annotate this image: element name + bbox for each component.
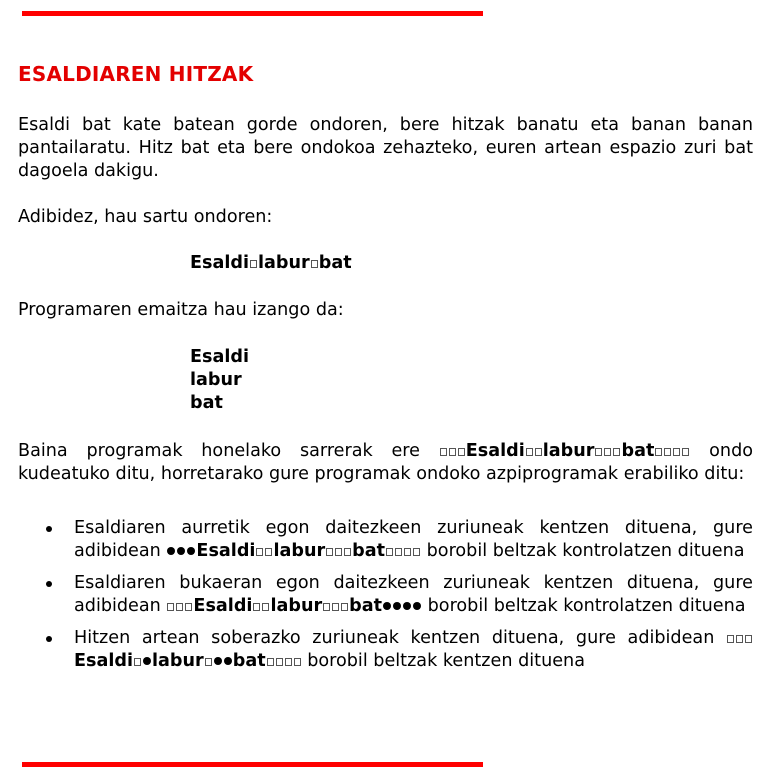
list-item-text bbox=[74, 627, 753, 673]
space-marker-icon bbox=[655, 448, 662, 456]
space-marker-icon bbox=[262, 603, 269, 611]
space-marker-icon bbox=[386, 548, 393, 556]
example-word: Esaldi bbox=[74, 651, 134, 671]
example-word: bat bbox=[232, 651, 266, 671]
space-marker-icon bbox=[395, 548, 402, 556]
space-marker-icon bbox=[613, 448, 620, 456]
but-paragraph bbox=[18, 440, 753, 486]
black-dot-icon bbox=[383, 602, 391, 610]
space-marker-icon bbox=[458, 448, 465, 456]
example-word: labur bbox=[152, 651, 204, 671]
space-marker-icon bbox=[256, 548, 263, 556]
output-line: labur bbox=[190, 370, 242, 390]
space-marker-icon bbox=[664, 448, 671, 456]
space-marker-icon bbox=[326, 548, 333, 556]
item-text-after: borobil beltzak kontrolatzen dituena bbox=[427, 596, 746, 616]
example-word: Esaldi bbox=[193, 596, 253, 616]
result-label: Programaren emaitza hau izango da: bbox=[18, 300, 344, 320]
subprogram-list bbox=[18, 517, 753, 682]
example-word: Esaldi bbox=[196, 541, 256, 561]
space-marker-icon bbox=[323, 603, 330, 611]
black-dot-icon bbox=[413, 602, 421, 610]
example-label: Adibidez, hau sartu ondoren: bbox=[18, 207, 273, 227]
bullet-icon bbox=[46, 636, 52, 642]
output-line: Esaldi bbox=[190, 347, 250, 367]
space-marker-icon bbox=[253, 603, 260, 611]
black-dot-icon bbox=[143, 657, 151, 665]
space-marker-icon bbox=[682, 448, 689, 456]
space-marker-icon bbox=[673, 448, 680, 456]
space-marker-icon bbox=[167, 603, 174, 611]
space-marker-icon bbox=[745, 635, 752, 643]
space-marker-icon bbox=[413, 548, 420, 556]
space-marker-icon bbox=[440, 448, 447, 456]
example-word: labur bbox=[542, 441, 595, 461]
space-marker-icon bbox=[404, 548, 411, 556]
output-line: bat bbox=[190, 393, 223, 413]
top-red-rule bbox=[22, 11, 483, 16]
example-word: labur bbox=[270, 596, 323, 616]
bottom-red-rule bbox=[22, 762, 483, 767]
black-dot-icon bbox=[403, 602, 411, 610]
space-marker-icon bbox=[341, 603, 348, 611]
example-input bbox=[190, 252, 352, 275]
list-item bbox=[18, 627, 753, 673]
space-marker-icon bbox=[205, 658, 212, 666]
black-dot-icon bbox=[224, 657, 232, 665]
space-marker-icon bbox=[344, 548, 351, 556]
black-dot-icon bbox=[167, 547, 175, 555]
example-word: bat bbox=[349, 596, 383, 616]
but-text-after: ondo kudeatuko ditu, horretarako gure programak ondoko azpiprogramak erabiliko ditu: bbox=[18, 441, 754, 484]
space-marker-icon bbox=[276, 658, 283, 666]
item-text-after: borobil beltzak kontrolatzen dituena bbox=[426, 541, 745, 561]
black-dot-icon bbox=[187, 547, 195, 555]
space-marker-icon bbox=[526, 448, 533, 456]
example-word: labur bbox=[273, 541, 326, 561]
space-marker-icon bbox=[265, 548, 272, 556]
example-word: bat bbox=[318, 253, 352, 273]
space-marker-icon bbox=[285, 658, 292, 666]
black-dot-icon bbox=[393, 602, 401, 610]
example-output bbox=[190, 346, 249, 415]
item-text-before: Esaldiaren aurretik egon daitezkeen zuriuneak kentzen dituena, gure adibidean bbox=[74, 518, 753, 561]
black-dot-icon bbox=[214, 657, 222, 665]
list-item-text bbox=[74, 517, 753, 563]
page-title: ESALDIAREN HITZAK bbox=[18, 62, 254, 86]
list-item-text bbox=[74, 572, 753, 618]
example-word: bat bbox=[352, 541, 386, 561]
space-marker-icon bbox=[267, 658, 274, 666]
item-text-after: borobil beltzak kentzen dituena bbox=[307, 651, 585, 671]
space-marker-icon bbox=[604, 448, 611, 456]
black-dot-icon bbox=[177, 547, 185, 555]
space-marker-icon bbox=[185, 603, 192, 611]
space-marker-icon bbox=[294, 658, 301, 666]
bullet-icon bbox=[46, 526, 52, 532]
space-marker-icon bbox=[727, 635, 734, 643]
but-text-before: Baina programak honelako sarrerak ere bbox=[18, 441, 420, 461]
space-marker-icon bbox=[736, 635, 743, 643]
example-word: labur bbox=[258, 253, 310, 273]
space-marker-icon bbox=[250, 260, 257, 268]
example-word: Esaldi bbox=[465, 441, 525, 461]
example-word: Esaldi bbox=[190, 253, 250, 273]
space-marker-icon bbox=[311, 260, 318, 268]
space-marker-icon bbox=[134, 658, 141, 666]
space-marker-icon bbox=[176, 603, 183, 611]
space-marker-icon bbox=[595, 448, 602, 456]
list-item bbox=[18, 572, 753, 618]
space-marker-icon bbox=[535, 448, 542, 456]
example-word: bat bbox=[621, 441, 655, 461]
item-text-before: Esaldiaren bukaeran egon daitezkeen zuriuneak kentzen dituena, gure adibidean bbox=[74, 573, 753, 616]
space-marker-icon bbox=[449, 448, 456, 456]
space-marker-icon bbox=[332, 603, 339, 611]
item-text-before: Hitzen artean soberazko zuriuneak kentzen dituena, gure adibidean bbox=[74, 628, 715, 648]
space-marker-icon bbox=[335, 548, 342, 556]
list-item bbox=[18, 517, 753, 563]
bullet-icon bbox=[46, 581, 52, 587]
intro-paragraph: Esaldi bat kate batean gorde ondoren, bere hitzak banatu eta banan banan pantailaratu. Hitz bat eta bere ondokoa zehazteko, euren artean espazio zuri bat dagoela dakigu. bbox=[18, 115, 753, 181]
